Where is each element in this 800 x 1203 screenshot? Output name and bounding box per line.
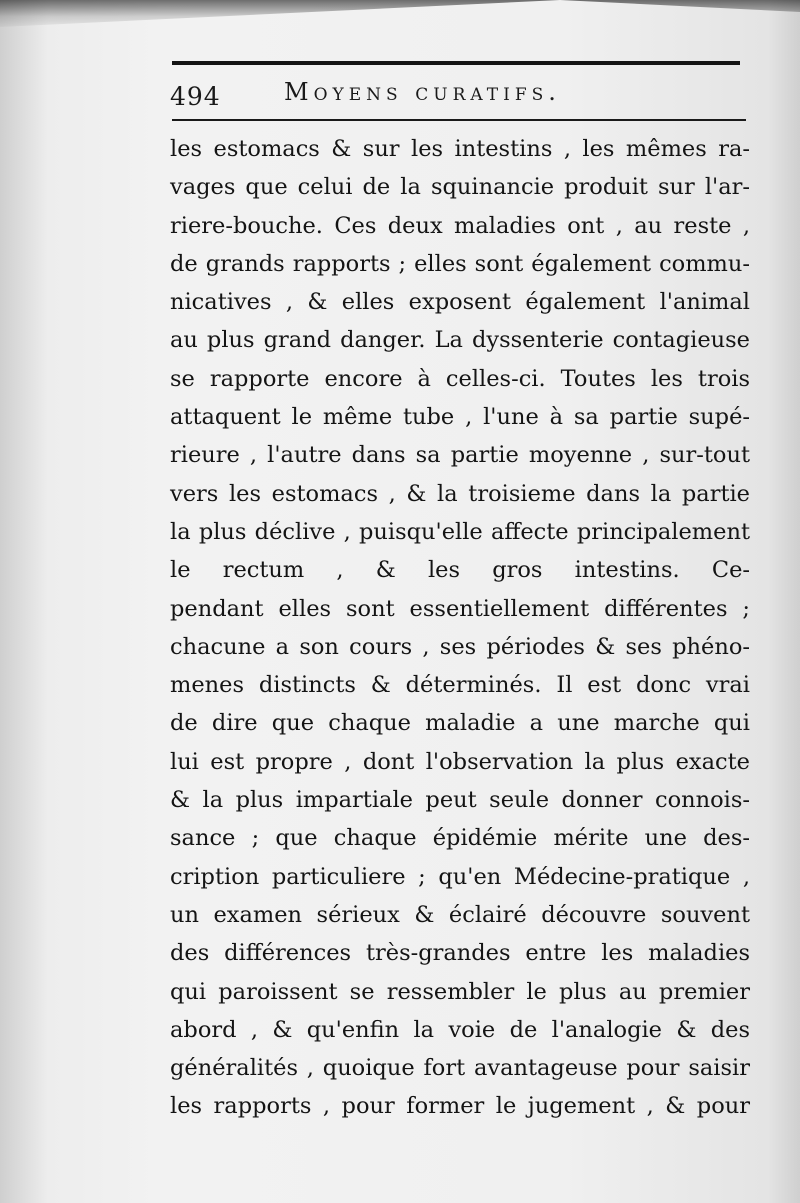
text-line: lui est propre , dont l'observation la plus exacte	[170, 748, 750, 775]
text-line: & la plus impartiale peut seule donner connois-	[170, 787, 750, 814]
text-line: les rapports , pour former le jugement , & pour	[170, 1093, 750, 1120]
text-line: qui paroissent se ressembler le plus au premier	[170, 978, 750, 1005]
page-number: 494	[170, 82, 221, 111]
text-line: vers les estomacs , & la troisieme dans la partie	[170, 480, 750, 507]
text-line: nicatives , & elles exposent également l'animal	[170, 289, 750, 316]
text-line: de dire que chaque maladie a une marche qui	[170, 710, 750, 737]
page-edge-shadow	[0, 0, 800, 30]
running-title: Moyens curatifs.	[284, 78, 561, 106]
text-line: chacune a son cours , ses périodes & ses phéno-	[170, 633, 750, 660]
text-line: au plus grand danger. La dyssenterie contagieuse	[170, 327, 750, 354]
text-line: menes distincts & déterminés. Il est donc vrai	[170, 672, 750, 699]
text-line: un examen sérieux & éclairé découvre souvent	[170, 901, 750, 928]
text-line: des différences très-grandes entre les maladies	[170, 940, 750, 967]
text-line: le rectum , & les gros intestins. Ce-	[170, 557, 750, 584]
text-line: cription particuliere ; qu'en Médecine-pratique ,	[170, 863, 750, 890]
text-line: les estomacs & sur les intestins , les mêmes ra-	[170, 136, 750, 162]
text-line: attaquent le même tube , l'une à sa partie supé-	[170, 404, 750, 431]
text-line: généralités , quoique fort avantageuse pour saisir	[170, 1055, 750, 1082]
text-line: rieure , l'autre dans sa partie moyenne , sur-tout	[170, 442, 750, 469]
text-line: de grands rapports ; elles sont également commu-	[170, 250, 750, 277]
text-line: pendant elles sont essentiellement différentes ;	[170, 595, 750, 622]
text-line: la plus déclive , puisqu'elle affecte principalement	[170, 518, 750, 545]
header-rule-bottom	[172, 119, 746, 121]
text-line: riere-bouche. Ces deux maladies ont , au reste ,	[170, 212, 750, 239]
header-rule-top	[172, 61, 740, 65]
text-line: abord , & qu'enfin la voie de l'analogie & des	[170, 1016, 750, 1043]
text-line: se rapporte encore à celles-ci. Toutes les trois	[170, 365, 750, 392]
body-text	[170, 130, 750, 1126]
text-line: sance ; que chaque épidémie mérite une des-	[170, 825, 750, 852]
text-line: vages que celui de la squinancie produit sur l'ar-	[170, 174, 750, 201]
